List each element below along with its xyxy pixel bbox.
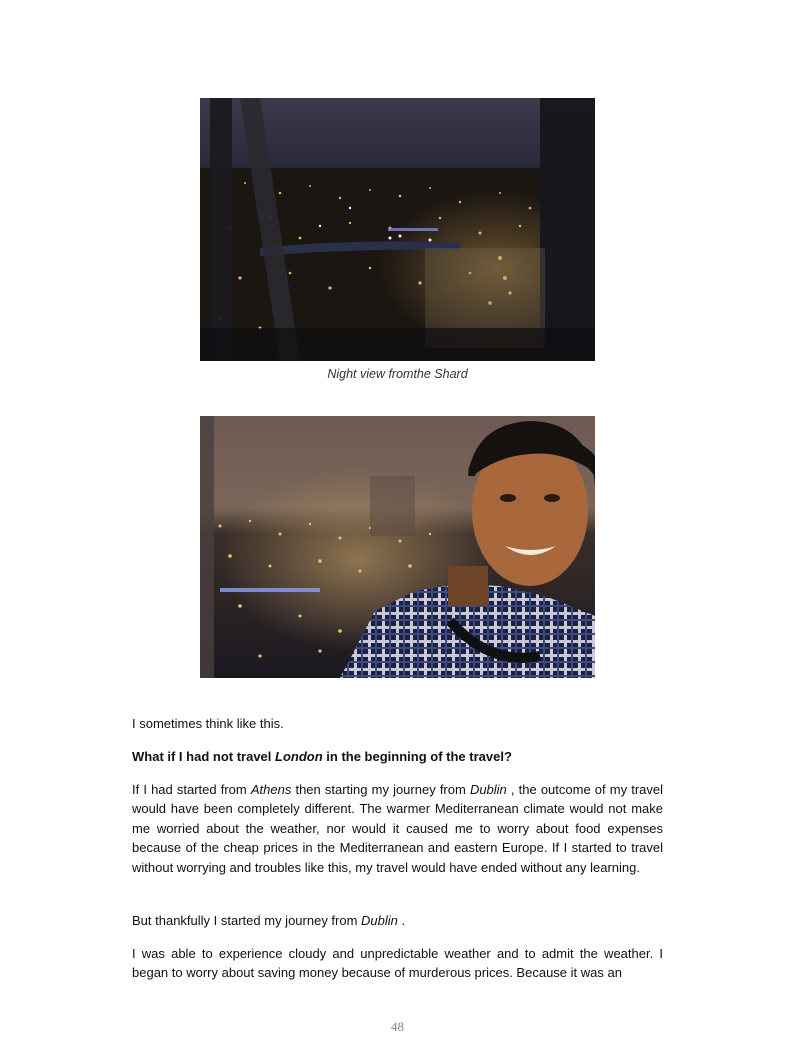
intro-paragraph (132, 714, 663, 733)
main-text-3: , the outcome of my travel would have been completely different. The warmer Mediterranean climate would not make me worried about the weather, nor would it caused me to worry about food expenses because of the cheap prices in the Mediterranean and eastern Europe. If I started to travel without worrying and troubles like this, my travel would have ended without any learning. (132, 782, 663, 875)
last-text: I was able to experience cloudy and unpredictable weather and to admit the weather. I began to worry about saving money because of murderous prices. Because it was an (132, 946, 663, 981)
selfie-night-view-photo (200, 416, 595, 678)
thanks-place: Dublin (361, 913, 398, 928)
question-heading (132, 747, 663, 766)
main-place-2: Dublin (469, 782, 507, 797)
question-text-end: in the beginning of the travel? (322, 749, 512, 764)
main-place-1: Athens (250, 782, 292, 797)
main-paragraph (132, 780, 663, 877)
main-text-1: If I had started from (132, 782, 251, 797)
thanks-paragraph (132, 911, 663, 930)
last-paragraph (132, 944, 663, 983)
intro-text: I sometimes think like this. (132, 716, 284, 731)
thanks-text-2: . (397, 913, 406, 928)
page-number: 48 (391, 1019, 404, 1034)
night-view-photo (200, 98, 595, 361)
question-text-start: What if I had not travel (132, 749, 276, 764)
photo-caption: Night view fromthe Shard (327, 367, 468, 381)
main-text-2: then starting my journey from (291, 782, 470, 797)
question-place: London (275, 749, 323, 764)
thanks-text-1: But thankfully I started my journey from (132, 913, 362, 928)
